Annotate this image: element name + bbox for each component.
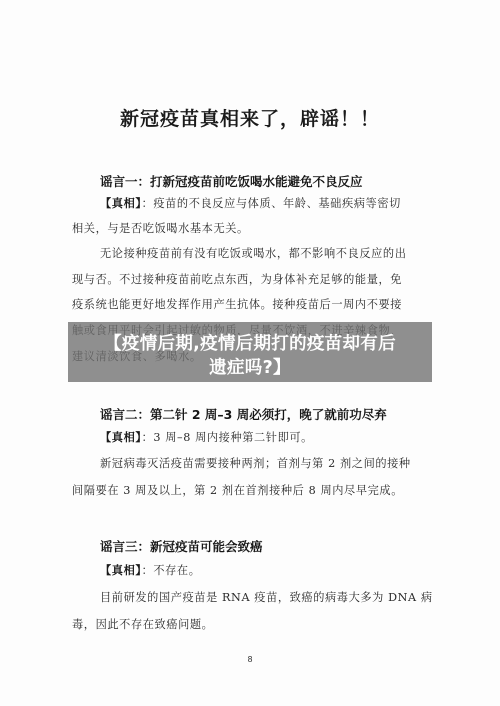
section-3-line-3: 毒，因此不存在致癌问题。 <box>72 618 214 631</box>
truth-tag: 【真相】 <box>100 563 142 577</box>
section-1-line-5: 疫系统也能更好地发挥作用产生抗体。接种疫苗后一周内不要接 <box>72 298 403 311</box>
section-1-line-3: 无论接种疫苗前有没有吃饭或喝水，都不影响不良反应的出 <box>100 247 407 260</box>
truth-tag: 【真相】 <box>100 196 142 210</box>
section-2-line-1 <box>100 430 430 445</box>
section-heading-1: 谣言一：打新冠疫苗前吃饭喝水能避免不良反应 <box>100 174 363 189</box>
page-number: 8 <box>247 655 253 664</box>
section-2-line-2: 新冠病毒灭活疫苗需要接种两剂；首剂与第 2 剂之间的接种 <box>100 457 411 470</box>
truth-tag: 【真相】 <box>100 430 142 444</box>
section-1-line-2: 相关，与是否吃饭喝水基本无关。 <box>72 222 249 235</box>
section-1-line-1 <box>100 196 430 211</box>
headline-overlay-banner <box>68 322 432 382</box>
document-title: 新冠疫苗真相来了，辟谣！！ <box>119 108 380 130</box>
section-1-line-4: 现与否。不过接种疫苗前吃点东西，为身体补充足够的能量，免 <box>72 273 403 286</box>
section-2-line-3: 间隔要在 3 周及以上，第 2 剂在首剂接种后 8 周内尽早完成。 <box>72 484 403 497</box>
overlay-headline-line-2: 遗症吗?】 <box>209 358 291 378</box>
line-text: ：3 周–8 周内接种第二针即可。 <box>141 431 313 444</box>
line-text: ：不存在。 <box>141 564 201 577</box>
section-heading-3: 谣言三：新冠疫苗可能会致癌 <box>100 539 263 554</box>
section-3-line-1 <box>100 563 430 578</box>
line-text: ：疫苗的不良反应与体质、年龄、基础疾病等密切 <box>141 197 401 210</box>
overlay-headline-line-1: 【疫情后期,疫情后期打的疫苗却有后 <box>104 334 396 354</box>
section-3-line-2: 目前研发的国产疫苗是 RNA 疫苗，致癌的病毒大多为 DNA 病 <box>100 591 433 604</box>
section-heading-2: 谣言二：第二针 2 周–3 周必须打，晚了就前功尽弃 <box>100 407 387 422</box>
